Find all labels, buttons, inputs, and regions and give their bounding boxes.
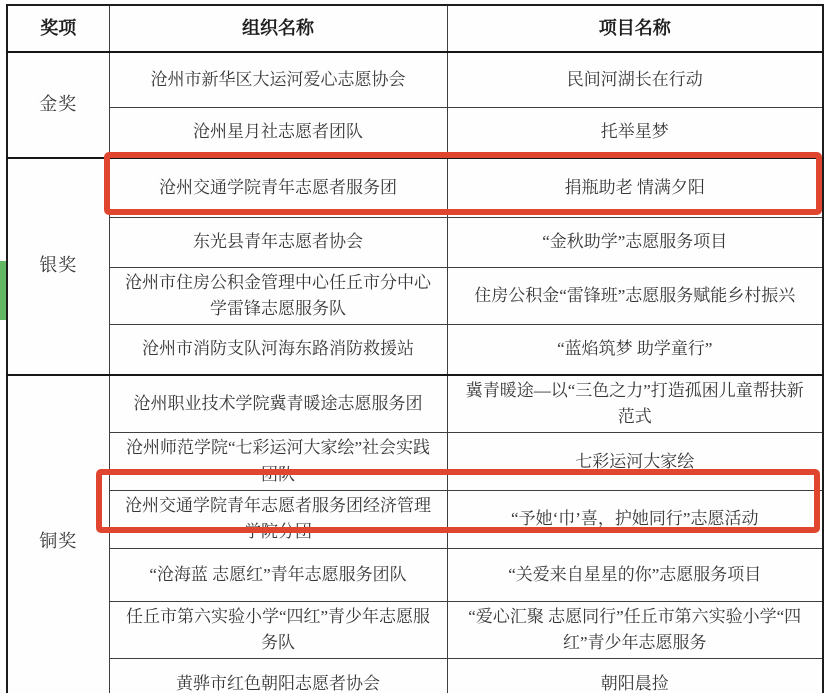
org-cell: 沧州交通学院青年志愿者服务团 [109,158,447,217]
award-cell-silver: 银奖 [7,158,109,375]
green-accent-bar [0,261,6,320]
table-row [7,267,823,325]
project-cell: 七彩运河大家绘 [447,433,823,491]
org-cell: 沧州交通学院青年志愿者服务团经济管理学院分团 [109,491,447,549]
header-cell-project: 项目名称 [447,5,823,52]
project-cell: “予她‘巾’喜，护她同行”志愿活动 [447,491,823,549]
org-cell: 沧州星月社志愿者团队 [109,107,447,158]
org-cell: 沧州市消防支队河海东路消防救援站 [109,325,447,375]
table-row [7,601,823,659]
table-row [7,375,823,433]
header-cell-award: 奖项 [7,5,109,52]
header-cell-org: 组织名称 [109,5,447,52]
org-cell: 沧州市新华区大运河爱心志愿协会 [109,52,447,107]
org-cell: 沧州市住房公积金管理中心任丘市分中心学雷锋志愿服务队 [109,267,447,325]
project-cell: 民间河湖长在行动 [447,52,823,107]
table-row [7,325,823,375]
org-cell: “沧海蓝 志愿红”青年志愿服务团队 [109,548,447,601]
project-cell: “关爱来自星星的你”志愿服务项目 [447,548,823,601]
award-cell-gold: 金奖 [7,52,109,158]
table-row [7,659,823,693]
project-cell: 住房公积金“雷锋班”志愿服务赋能乡村振兴 [447,267,823,325]
project-cell: “爱心汇聚 志愿同行”任丘市第六实验小学“四红”青少年志愿服务 [447,601,823,659]
project-cell: 捐瓶助老 情满夕阳 [447,158,823,217]
table-row-highlighted [7,158,823,217]
org-cell: 黄骅市红色朝阳志愿者协会 [109,659,447,693]
awards-table [6,4,824,693]
project-cell: “金秋助学”志愿服务项目 [447,217,823,267]
org-cell: 沧州职业技术学院冀青暖途志愿服务团 [109,375,447,433]
table-row [7,107,823,158]
project-cell: “蓝焰筑梦 助学童行” [447,325,823,375]
org-cell: 任丘市第六实验小学“四红”青少年志愿服务队 [109,601,447,659]
table-row [7,433,823,491]
table-row-highlighted [7,491,823,549]
project-cell: 冀青暖途—以“三色之力”打造孤困儿童帮扶新范式 [447,375,823,433]
table-row [7,217,823,267]
project-cell: 朝阳晨捡 [447,659,823,693]
org-cell: 东光县青年志愿者协会 [109,217,447,267]
project-cell: 托举星梦 [447,107,823,158]
table-row [7,548,823,601]
org-cell: 沧州师范学院“七彩运河大家绘”社会实践团队 [109,433,447,491]
award-cell-bronze: 铜奖 [7,375,109,693]
table-header-row [7,5,823,52]
table-row [7,52,823,107]
